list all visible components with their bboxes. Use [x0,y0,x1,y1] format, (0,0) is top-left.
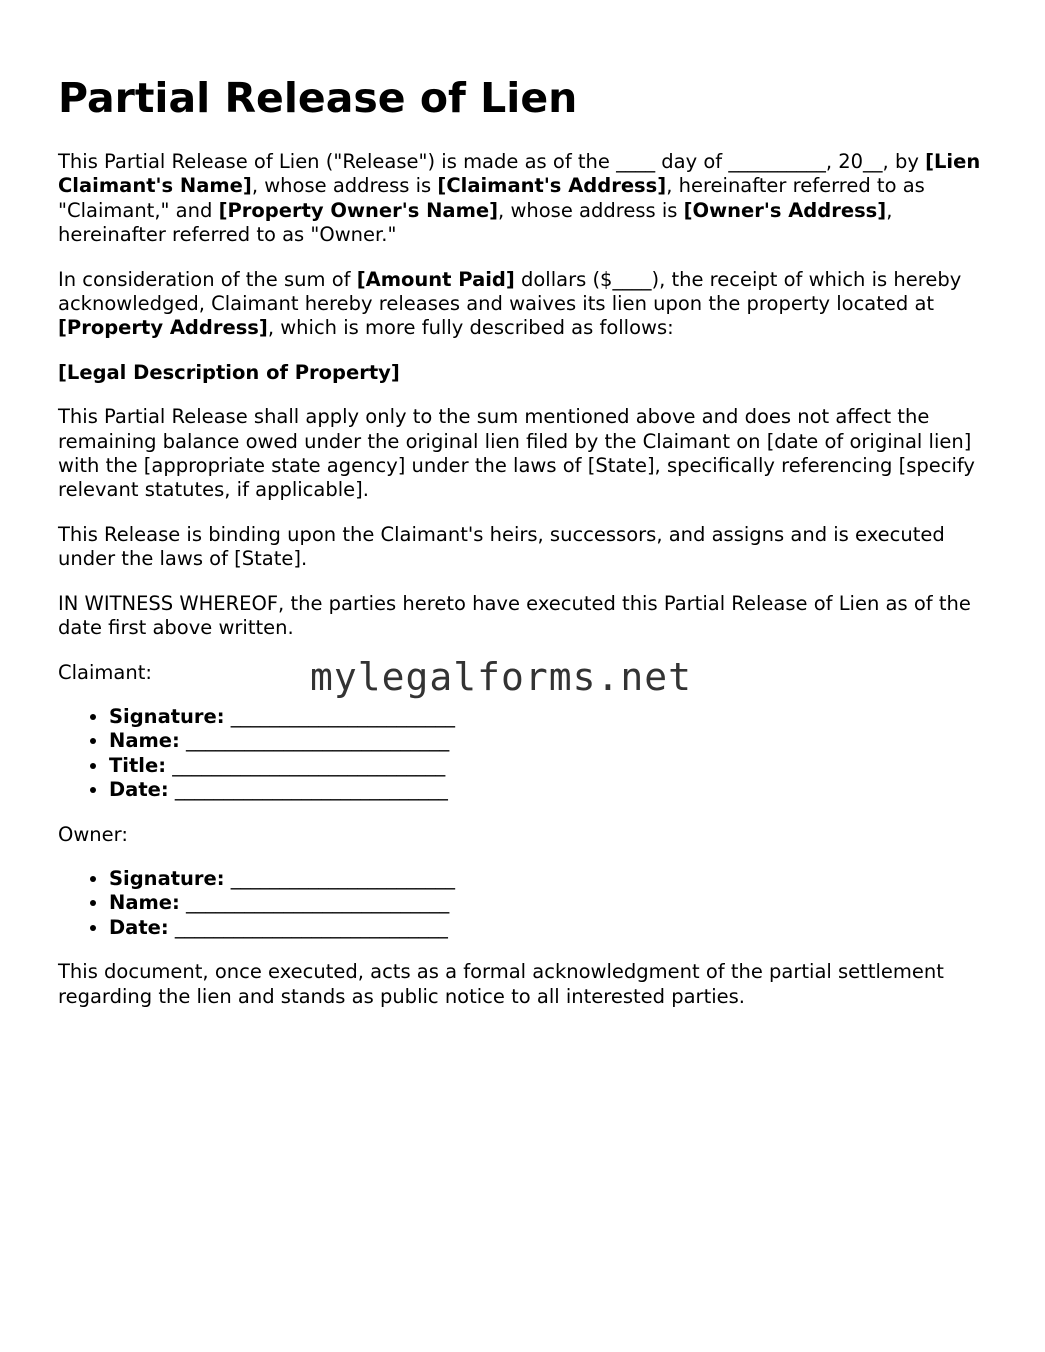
claimant-label: Claimant: [58,660,152,684]
consideration-text-2: dollars ($____), the receipt of which is hereby acknowledged, Claimant hereby releases and waives its lien upon the property located at [58,267,962,316]
field-blank[interactable]: ____________________________ [168,915,448,939]
watermark: mylegalforms.net [310,655,693,699]
owner-label: Owner: [58,822,128,846]
claimant-signature-list [58,705,998,803]
field-label: Signature: [109,704,225,728]
property-owner-name: [Property Owner's Name] [218,198,499,222]
amount-paid: [Amount Paid] [356,267,515,291]
owner-date-field[interactable] [109,916,998,940]
field-label: Name: [109,729,180,753]
claimant-address: [Claimant's Address] [437,174,667,198]
field-label: Signature: [109,866,225,890]
claimant-name-field[interactable] [109,729,998,753]
claimant-date-field[interactable] [109,778,998,802]
field-label: Title: [109,753,167,777]
field-blank[interactable]: ____________________________ [168,778,448,802]
intro-text-1: This Partial Release of Lien ("Release") is made as of the ____ day of __________, 20__, by [58,150,926,173]
closing-paragraph: This document, once executed, acts as a formal acknowledgment of the partial settlement regarding the lien and stands as public notice to all interested parties. [58,960,944,1008]
owner-signature-field[interactable] [109,867,998,891]
consideration-text-1: In consideration of the sum of [58,267,357,291]
property-address: [Property Address] [58,316,268,340]
field-blank[interactable]: ___________________________ [179,891,450,915]
intro-text-5: , hereinafter referred to as "Owner." [58,198,893,247]
field-blank[interactable]: _______________________ [224,866,456,890]
document-title: Partial Release of Lien [58,74,578,122]
binding-paragraph: This Release is binding upon the Claimant's heirs, successors, and assigns and is executed under the laws of [State]. [58,522,945,571]
consideration-paragraph [58,268,998,341]
claimant-title-field[interactable] [109,754,998,778]
field-label: Date: [109,778,169,802]
field-label: Name: [109,891,180,915]
scope-paragraph: This Partial Release shall apply only to the sum mentioned above and does not affect the remaining balance owed under the original lien filed by the Claimant on [date of original lien] with the [appropriate state agency] under the laws of [State], specifically referencing [specify relevant statutes, if applicable]. [58,405,975,502]
owner-address: [Owner's Address] [683,198,887,222]
owner-signature-list [58,867,998,940]
intro-text-2: , whose address is [251,174,438,198]
field-blank[interactable]: ___________________________ [179,729,450,753]
document-page [58,72,998,1029]
field-label: Date: [109,915,169,939]
consideration-text-3: , which is more fully described as follows: [267,316,674,340]
intro-text-4: , whose address is [498,198,684,222]
lien-claimant-name: [Lien Claimant's Name] [58,150,981,198]
legal-description: [Legal Description of Property] [58,360,400,384]
witness-paragraph: IN WITNESS WHEREOF, the parties hereto have executed this Partial Release of Lien as of the date first above written. [58,591,971,640]
claimant-signature-field[interactable] [109,705,998,729]
intro-text-3: , hereinafter referred to as "Claimant," and [58,174,925,222]
owner-name-field[interactable] [109,891,998,915]
intro-paragraph [58,150,998,248]
field-blank[interactable]: ____________________________ [166,753,446,777]
field-blank[interactable]: _______________________ [224,704,456,728]
legal-description-paragraph [58,361,998,385]
